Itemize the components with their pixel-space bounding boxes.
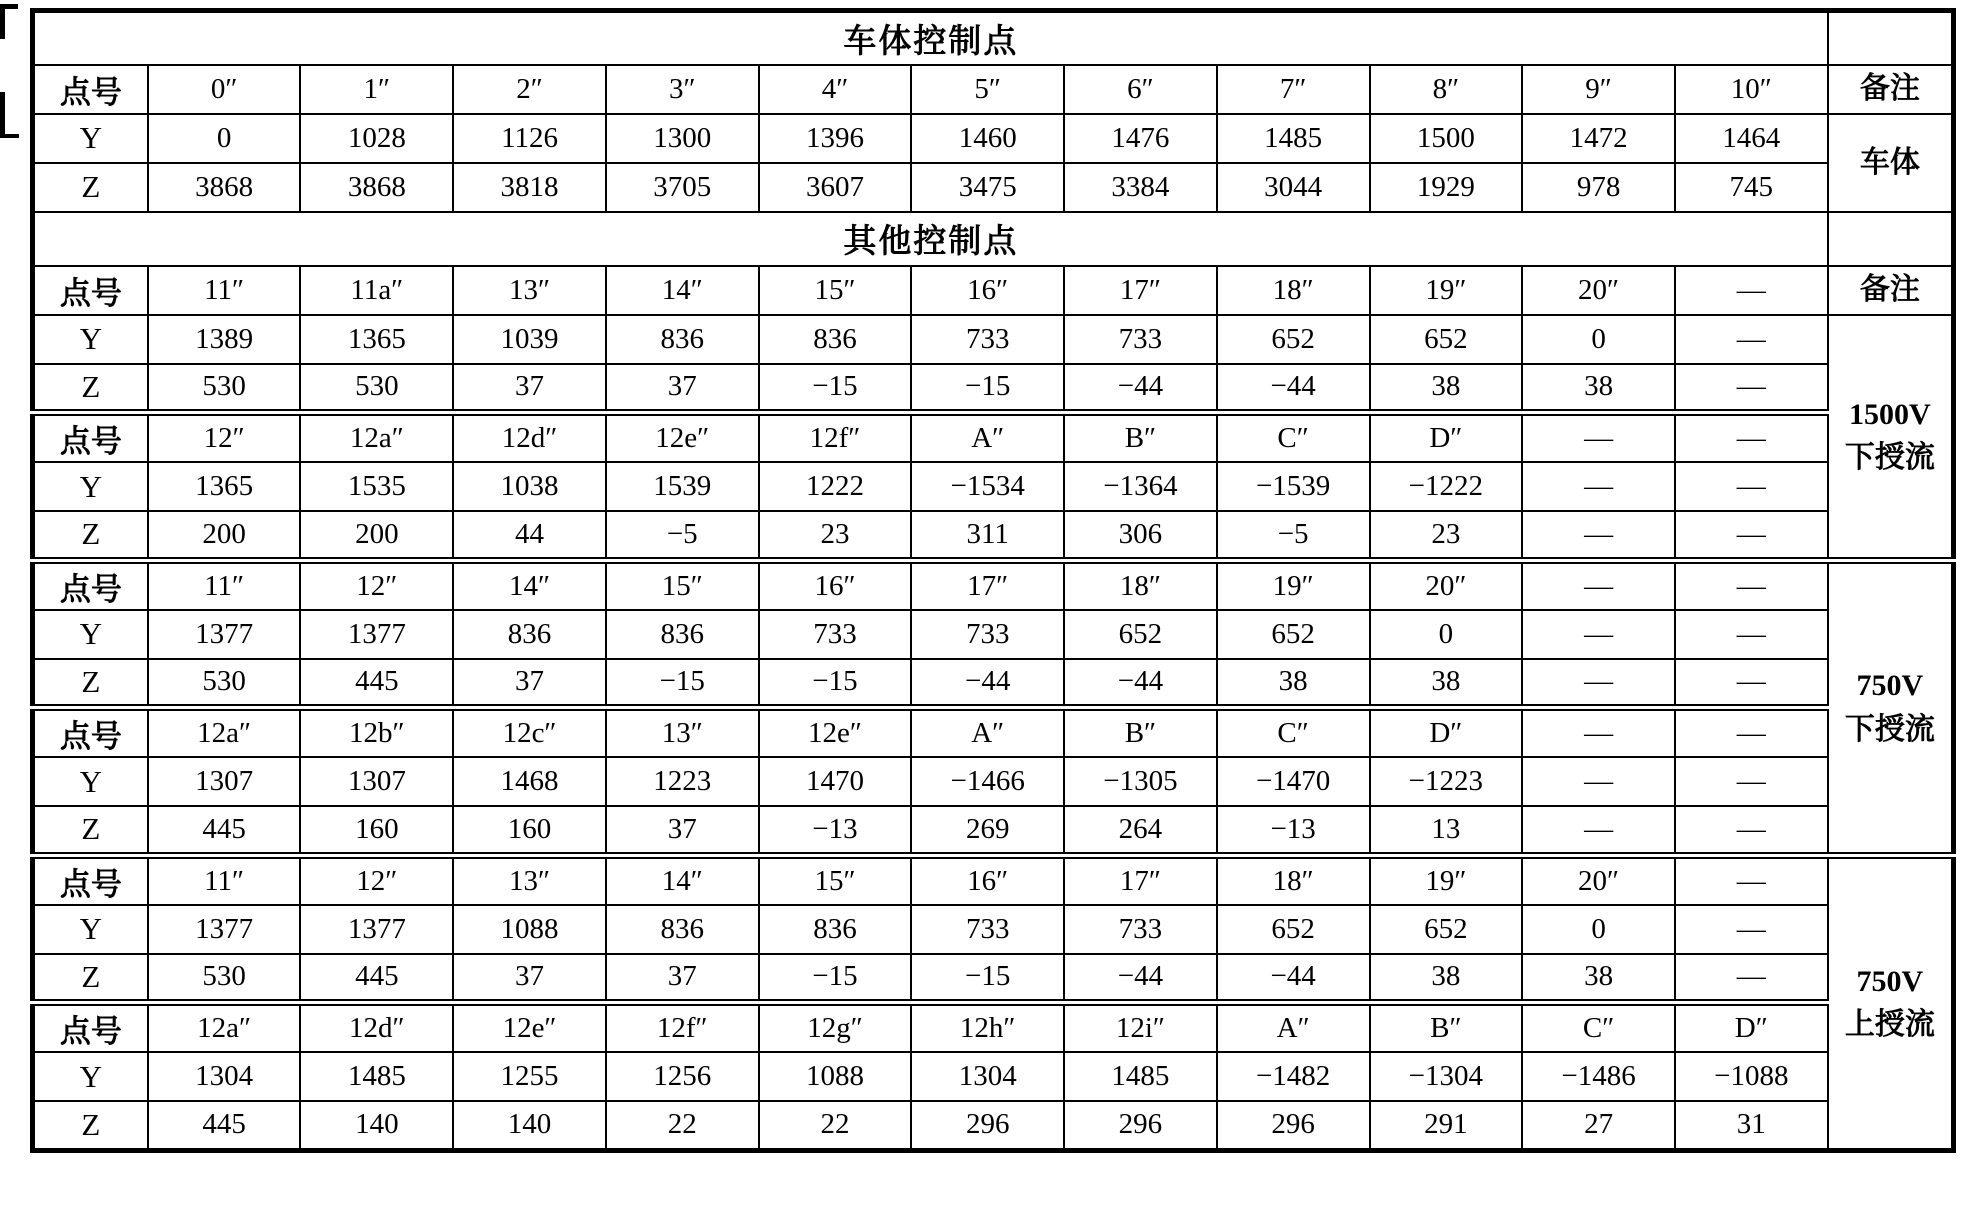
value-cell: −5 [1217, 511, 1370, 560]
row-label: Z [33, 659, 148, 708]
value-cell: −1486 [1522, 1052, 1675, 1101]
point-id-cell: 11″ [148, 266, 301, 315]
row-label: 点号 [33, 1003, 148, 1053]
point-id-cell: 17″ [911, 560, 1064, 610]
value-cell: 37 [606, 806, 759, 855]
row-label: Z [33, 1101, 148, 1150]
point-id-cell: — [1522, 413, 1675, 463]
value-cell: −44 [911, 659, 1064, 708]
point-id-cell: — [1522, 560, 1675, 610]
value-cell: 1539 [606, 462, 759, 511]
value-cell: 1223 [606, 757, 759, 806]
value-cell: 1472 [1522, 114, 1675, 163]
value-cell: 140 [453, 1101, 606, 1150]
value-cell: 1365 [300, 315, 453, 364]
point-id-cell: A″ [911, 708, 1064, 758]
value-cell: 3818 [453, 163, 606, 212]
value-cell: 733 [911, 905, 1064, 954]
value-cell: 37 [453, 364, 606, 413]
table-row [33, 1101, 1954, 1150]
value-cell: 836 [453, 610, 606, 659]
value-cell: 296 [1064, 1101, 1217, 1150]
row-label: 点号 [33, 560, 148, 610]
point-id-cell: 9″ [1522, 65, 1675, 114]
value-cell: 296 [911, 1101, 1064, 1150]
value-cell: 31 [1675, 1101, 1828, 1150]
remark-cell: 1500V 下授流 [1828, 315, 1954, 561]
value-cell: 1256 [606, 1052, 759, 1101]
point-id-cell: B″ [1064, 708, 1217, 758]
value-cell: 530 [300, 364, 453, 413]
row-label: Y [33, 610, 148, 659]
value-cell: 745 [1675, 163, 1828, 212]
point-id-cell: 20″ [1522, 266, 1675, 315]
table-row [33, 905, 1954, 954]
value-cell: 445 [148, 806, 301, 855]
value-cell: — [1675, 315, 1828, 364]
section-title: 其他控制点 [33, 212, 1828, 266]
point-id-cell: 12e″ [453, 1003, 606, 1053]
point-id-cell: 12f″ [759, 413, 912, 463]
point-id-cell: A″ [1217, 1003, 1370, 1053]
remark-cell: 备注 [1828, 65, 1954, 114]
value-cell: −15 [759, 364, 912, 413]
value-cell: — [1675, 610, 1828, 659]
value-cell: −44 [1064, 954, 1217, 1003]
row-label: Z [33, 511, 148, 560]
value-cell: −1222 [1370, 462, 1523, 511]
value-cell: 1304 [148, 1052, 301, 1101]
value-cell: −1305 [1064, 757, 1217, 806]
remark-cell: 750V 下授流 [1828, 560, 1954, 855]
value-cell: 1028 [300, 114, 453, 163]
value-cell: 160 [453, 806, 606, 855]
value-cell: 836 [606, 610, 759, 659]
value-cell: 306 [1064, 511, 1217, 560]
point-id-cell: D″ [1675, 1003, 1828, 1053]
value-cell: 733 [911, 315, 1064, 364]
value-cell: 733 [759, 610, 912, 659]
table-row [33, 114, 1954, 163]
value-cell: −1534 [911, 462, 1064, 511]
point-id-cell: 18″ [1217, 855, 1370, 905]
point-id-cell: 12c″ [453, 708, 606, 758]
value-cell: — [1522, 511, 1675, 560]
value-cell: 1126 [453, 114, 606, 163]
point-id-cell: — [1675, 560, 1828, 610]
value-cell: 269 [911, 806, 1064, 855]
point-id-cell: 20″ [1370, 560, 1523, 610]
point-id-cell: 4″ [759, 65, 912, 114]
control-points-table [30, 8, 1956, 1153]
value-cell: 0 [1370, 610, 1523, 659]
table-row [33, 610, 1954, 659]
point-id-cell: 8″ [1370, 65, 1523, 114]
point-id-cell: — [1675, 266, 1828, 315]
point-id-cell: 3″ [606, 65, 759, 114]
point-id-cell: 12h″ [911, 1003, 1064, 1053]
value-cell: 37 [453, 659, 606, 708]
value-cell: 1470 [759, 757, 912, 806]
value-cell: 1088 [759, 1052, 912, 1101]
point-id-cell: 12e″ [606, 413, 759, 463]
point-id-cell: 12″ [300, 560, 453, 610]
value-cell: — [1675, 954, 1828, 1003]
value-cell: 1460 [911, 114, 1064, 163]
point-id-cell: 20″ [1522, 855, 1675, 905]
row-label: Y [33, 462, 148, 511]
value-cell: 1476 [1064, 114, 1217, 163]
point-id-cell: 18″ [1217, 266, 1370, 315]
remark-cell: 备注 [1828, 266, 1954, 315]
row-label: 点号 [33, 266, 148, 315]
value-cell: 0 [148, 114, 301, 163]
value-cell: 836 [759, 905, 912, 954]
row-label: Z [33, 163, 148, 212]
value-cell: 445 [300, 954, 453, 1003]
value-cell: 200 [300, 511, 453, 560]
point-id-cell: 12d″ [453, 413, 606, 463]
point-id-cell: 15″ [759, 855, 912, 905]
value-cell: 652 [1370, 315, 1523, 364]
point-id-cell: 12a″ [148, 1003, 301, 1053]
point-id-cell: 12g″ [759, 1003, 912, 1053]
value-cell: 1222 [759, 462, 912, 511]
value-cell: 1039 [453, 315, 606, 364]
scan-edge-artifact [0, 92, 19, 138]
value-cell: 0 [1522, 315, 1675, 364]
table-row [33, 954, 1954, 1003]
value-cell: −1466 [911, 757, 1064, 806]
value-cell: 836 [759, 315, 912, 364]
value-cell: 37 [606, 364, 759, 413]
point-id-cell: 10″ [1675, 65, 1828, 114]
value-cell: 445 [300, 659, 453, 708]
value-cell: 1389 [148, 315, 301, 364]
row-label: Z [33, 806, 148, 855]
value-cell: 3705 [606, 163, 759, 212]
table-row [33, 315, 1954, 364]
value-cell: −13 [759, 806, 912, 855]
point-id-cell: 19″ [1217, 560, 1370, 610]
point-id-cell: 19″ [1370, 266, 1523, 315]
value-cell: 13 [1370, 806, 1523, 855]
point-id-cell: — [1675, 855, 1828, 905]
point-id-cell: 14″ [606, 855, 759, 905]
value-cell: 311 [911, 511, 1064, 560]
row-label: Y [33, 1052, 148, 1101]
row-label: Y [33, 905, 148, 954]
value-cell: 1038 [453, 462, 606, 511]
point-id-cell: 19″ [1370, 855, 1523, 905]
value-cell: 27 [1522, 1101, 1675, 1150]
value-cell: −15 [759, 954, 912, 1003]
value-cell: — [1675, 905, 1828, 954]
value-cell: −1482 [1217, 1052, 1370, 1101]
point-id-cell: 13″ [453, 855, 606, 905]
point-id-cell: 14″ [606, 266, 759, 315]
point-id-cell: C″ [1217, 413, 1370, 463]
value-cell: 836 [606, 905, 759, 954]
value-cell: 1485 [1064, 1052, 1217, 1101]
row-label: Y [33, 315, 148, 364]
point-id-cell: B″ [1064, 413, 1217, 463]
row-label: Z [33, 954, 148, 1003]
value-cell: 37 [453, 954, 606, 1003]
row-label: Z [33, 364, 148, 413]
value-cell: −1088 [1675, 1052, 1828, 1101]
value-cell: 22 [606, 1101, 759, 1150]
value-cell: — [1675, 511, 1828, 560]
value-cell: −5 [606, 511, 759, 560]
value-cell: 652 [1370, 905, 1523, 954]
table-row [33, 855, 1954, 905]
value-cell: 733 [911, 610, 1064, 659]
value-cell: 1307 [300, 757, 453, 806]
table-row [33, 462, 1954, 511]
value-cell: 1377 [300, 905, 453, 954]
value-cell: 652 [1217, 610, 1370, 659]
point-id-cell: 12″ [300, 855, 453, 905]
point-id-cell: B″ [1370, 1003, 1523, 1053]
value-cell: 22 [759, 1101, 912, 1150]
point-id-cell: 13″ [606, 708, 759, 758]
value-cell: 1365 [148, 462, 301, 511]
value-cell: 1396 [759, 114, 912, 163]
value-cell: 0 [1522, 905, 1675, 954]
table-row [33, 364, 1954, 413]
point-id-cell: 16″ [911, 855, 1064, 905]
value-cell: — [1675, 462, 1828, 511]
point-id-cell: 2″ [453, 65, 606, 114]
value-cell: 978 [1522, 163, 1675, 212]
point-id-cell: C″ [1217, 708, 1370, 758]
value-cell: 140 [300, 1101, 453, 1150]
point-id-cell: 11″ [148, 560, 301, 610]
value-cell: — [1522, 659, 1675, 708]
table-row [33, 1003, 1954, 1053]
table-row [33, 212, 1954, 266]
point-id-cell: 12d″ [300, 1003, 453, 1053]
point-id-cell: — [1522, 708, 1675, 758]
point-id-cell: 17″ [1064, 266, 1217, 315]
point-id-cell: A″ [911, 413, 1064, 463]
point-id-cell: D″ [1370, 413, 1523, 463]
value-cell: 44 [453, 511, 606, 560]
value-cell: 1535 [300, 462, 453, 511]
control-points-table-body [33, 11, 1954, 1151]
point-id-cell: 16″ [759, 560, 912, 610]
table-row [33, 1052, 1954, 1101]
value-cell: 3868 [300, 163, 453, 212]
value-cell: 1485 [1217, 114, 1370, 163]
value-cell: 652 [1064, 610, 1217, 659]
value-cell: −15 [911, 364, 1064, 413]
table-row [33, 266, 1954, 315]
value-cell: −44 [1217, 954, 1370, 1003]
value-cell: 1304 [911, 1052, 1064, 1101]
point-id-cell: 15″ [606, 560, 759, 610]
value-cell: 3868 [148, 163, 301, 212]
value-cell: 1300 [606, 114, 759, 163]
value-cell: 160 [300, 806, 453, 855]
remark-cell: 750V 上授流 [1828, 855, 1954, 1150]
value-cell: 23 [759, 511, 912, 560]
value-cell: — [1522, 806, 1675, 855]
value-cell: 530 [148, 364, 301, 413]
value-cell: 3384 [1064, 163, 1217, 212]
value-cell: 733 [1064, 315, 1217, 364]
remark-cell: 车体 [1828, 114, 1954, 212]
point-id-cell: 1″ [300, 65, 453, 114]
value-cell: 1377 [148, 905, 301, 954]
value-cell: — [1675, 757, 1828, 806]
value-cell: 530 [148, 954, 301, 1003]
value-cell: 1485 [300, 1052, 453, 1101]
point-id-cell: 18″ [1064, 560, 1217, 610]
remark-cell-empty [1828, 212, 1954, 266]
value-cell: 1377 [300, 610, 453, 659]
table-row [33, 708, 1954, 758]
row-label: 点号 [33, 413, 148, 463]
value-cell: 38 [1370, 659, 1523, 708]
value-cell: 652 [1217, 905, 1370, 954]
table-row [33, 65, 1954, 114]
value-cell: −44 [1064, 364, 1217, 413]
value-cell: 1468 [453, 757, 606, 806]
table-row [33, 757, 1954, 806]
value-cell: 652 [1217, 315, 1370, 364]
value-cell: 38 [1522, 954, 1675, 1003]
value-cell: — [1675, 806, 1828, 855]
point-id-cell: 11a″ [300, 266, 453, 315]
point-id-cell: 15″ [759, 266, 912, 315]
scanned-document-page [30, 8, 1956, 1153]
scan-edge-artifact [0, 4, 18, 39]
value-cell: 264 [1064, 806, 1217, 855]
point-id-cell: 7″ [1217, 65, 1370, 114]
value-cell: 1088 [453, 905, 606, 954]
point-id-cell: 16″ [911, 266, 1064, 315]
point-id-cell: 12f″ [606, 1003, 759, 1053]
section-title: 车体控制点 [33, 11, 1828, 65]
value-cell: 530 [148, 659, 301, 708]
table-row [33, 806, 1954, 855]
point-id-cell: 14″ [453, 560, 606, 610]
value-cell: 1929 [1370, 163, 1523, 212]
value-cell: — [1675, 659, 1828, 708]
point-id-cell: 11″ [148, 855, 301, 905]
value-cell: 200 [148, 511, 301, 560]
value-cell: 38 [1217, 659, 1370, 708]
value-cell: 3607 [759, 163, 912, 212]
value-cell: 1500 [1370, 114, 1523, 163]
value-cell: −15 [606, 659, 759, 708]
point-id-cell: C″ [1522, 1003, 1675, 1053]
value-cell: 1377 [148, 610, 301, 659]
point-id-cell: 12a″ [148, 708, 301, 758]
point-id-cell: 6″ [1064, 65, 1217, 114]
value-cell: 38 [1522, 364, 1675, 413]
row-label: 点号 [33, 708, 148, 758]
table-row [33, 413, 1954, 463]
value-cell: 37 [606, 954, 759, 1003]
row-label: Y [33, 757, 148, 806]
value-cell: — [1522, 610, 1675, 659]
row-label: Y [33, 114, 148, 163]
point-id-cell: 12b″ [300, 708, 453, 758]
value-cell: −1470 [1217, 757, 1370, 806]
value-cell: −1304 [1370, 1052, 1523, 1101]
value-cell: −15 [759, 659, 912, 708]
table-row [33, 511, 1954, 560]
point-id-cell: 5″ [911, 65, 1064, 114]
value-cell: 38 [1370, 364, 1523, 413]
value-cell: 1255 [453, 1052, 606, 1101]
row-label: 点号 [33, 65, 148, 114]
value-cell: −44 [1217, 364, 1370, 413]
value-cell: 1307 [148, 757, 301, 806]
point-id-cell: 13″ [453, 266, 606, 315]
table-row [33, 11, 1954, 65]
point-id-cell: — [1675, 708, 1828, 758]
value-cell: 1464 [1675, 114, 1828, 163]
value-cell: 38 [1370, 954, 1523, 1003]
value-cell: 733 [1064, 905, 1217, 954]
value-cell: −44 [1064, 659, 1217, 708]
table-row [33, 163, 1954, 212]
point-id-cell: 12i″ [1064, 1003, 1217, 1053]
remark-cell-empty [1828, 11, 1954, 65]
value-cell: — [1675, 364, 1828, 413]
value-cell: 23 [1370, 511, 1523, 560]
point-id-cell: — [1675, 413, 1828, 463]
table-row [33, 560, 1954, 610]
point-id-cell: 12″ [148, 413, 301, 463]
value-cell: −13 [1217, 806, 1370, 855]
value-cell: −15 [911, 954, 1064, 1003]
point-id-cell: 0″ [148, 65, 301, 114]
value-cell: 291 [1370, 1101, 1523, 1150]
point-id-cell: 17″ [1064, 855, 1217, 905]
value-cell: — [1522, 757, 1675, 806]
table-row [33, 659, 1954, 708]
value-cell: 3475 [911, 163, 1064, 212]
value-cell: 296 [1217, 1101, 1370, 1150]
value-cell: 445 [148, 1101, 301, 1150]
value-cell: −1539 [1217, 462, 1370, 511]
value-cell: −1364 [1064, 462, 1217, 511]
value-cell: 836 [606, 315, 759, 364]
value-cell: −1223 [1370, 757, 1523, 806]
value-cell: 3044 [1217, 163, 1370, 212]
point-id-cell: 12a″ [300, 413, 453, 463]
point-id-cell: 12e″ [759, 708, 912, 758]
point-id-cell: D″ [1370, 708, 1523, 758]
value-cell: — [1522, 462, 1675, 511]
row-label: 点号 [33, 855, 148, 905]
